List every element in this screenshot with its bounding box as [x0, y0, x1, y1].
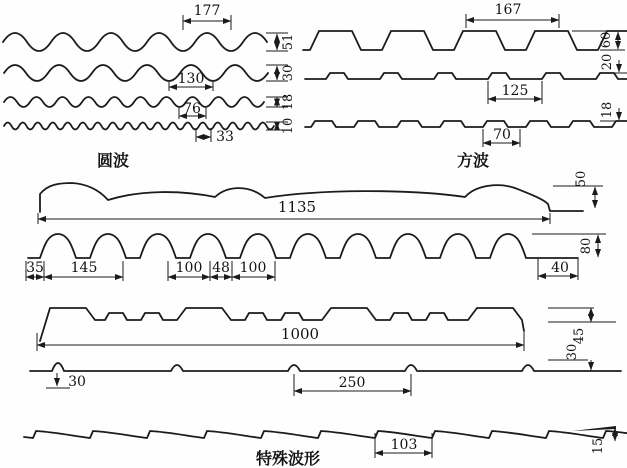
dim-trap-height-45 — [548, 308, 616, 322]
dim-label-round-height-3: 18 — [281, 93, 296, 111]
special-profiles-section — [24, 171, 627, 468]
dim-ribs-left-group — [26, 261, 275, 281]
dim-label-ribs-gap: 48 — [212, 260, 230, 276]
dim-label-round-pitch-1: 177 — [193, 3, 221, 19]
dim-label-square-height-3: 18 — [600, 101, 615, 119]
round-wave-76-path — [4, 97, 264, 107]
dim-label-tile-pitch: 103 — [390, 437, 418, 453]
dim-label-ribs-edge: 35 — [26, 260, 44, 276]
dim-label-round-pitch-3: 76 — [183, 101, 201, 117]
dim-label-round-pitch-2: 130 — [177, 71, 205, 87]
dim-label-ribs-height: 80 — [579, 237, 594, 255]
dim-label-square-height-2: 20 — [600, 53, 615, 71]
dim-label-ribs-first-pitch: 145 — [70, 260, 98, 276]
square-wave-section — [303, 2, 627, 170]
semicircular-ribs-path — [28, 234, 578, 258]
dim-label-ribs-width-right: 100 — [239, 260, 267, 276]
dim-label-bead-spacing: 250 — [338, 375, 366, 391]
dim-ribs-height-80 — [532, 234, 606, 257]
beaded-sheet-path — [30, 363, 621, 371]
dim-label-square-pitch-3: 70 — [493, 127, 511, 143]
dim-bead-width-30 — [46, 373, 70, 388]
round-wave-177-path — [3, 33, 267, 51]
square-wave-167-path — [303, 31, 627, 50]
dim-label-round-height-2: 30 — [281, 64, 296, 82]
dim-label-round-height-1: 51 — [281, 33, 296, 51]
dim-label-arched-width: 1135 — [277, 198, 317, 216]
dim-label-round-height-4: 10 — [281, 117, 296, 135]
dim-label-arched-height: 50 — [574, 170, 589, 188]
dim-label-round-pitch-4: 33 — [216, 129, 234, 145]
dim-label-trap-width: 1000 — [280, 325, 320, 343]
tile-wave-path — [24, 431, 627, 438]
round-wave-130-path — [4, 65, 268, 81]
dim-label-square-pitch-1: 167 — [494, 2, 522, 18]
dim-trap-drop-30 — [548, 360, 591, 370]
dim-label-ribs-width-left: 100 — [175, 260, 203, 276]
square-section-label: 方波 — [456, 151, 490, 170]
dim-round-pitch-33 — [196, 128, 211, 142]
round-wave-section — [3, 3, 296, 170]
special-section-label: 特殊波形 — [255, 449, 321, 468]
dim-label-trap-height: 45 — [572, 327, 587, 345]
dim-label-square-height-1: 60 — [599, 31, 614, 49]
dim-label-bead-width: 30 — [68, 374, 86, 390]
round-section-label: 圆波 — [96, 151, 130, 170]
square-wave-70-path — [305, 121, 627, 127]
dim-label-trap-drop: 30 — [565, 343, 580, 361]
dim-arched-height-50 — [553, 186, 603, 208]
dim-label-square-pitch-2: 125 — [501, 83, 529, 99]
dim-label-ribs-tail: 40 — [551, 260, 569, 276]
square-wave-125-path — [305, 73, 627, 79]
dim-label-tile-height: 15 — [591, 437, 606, 455]
